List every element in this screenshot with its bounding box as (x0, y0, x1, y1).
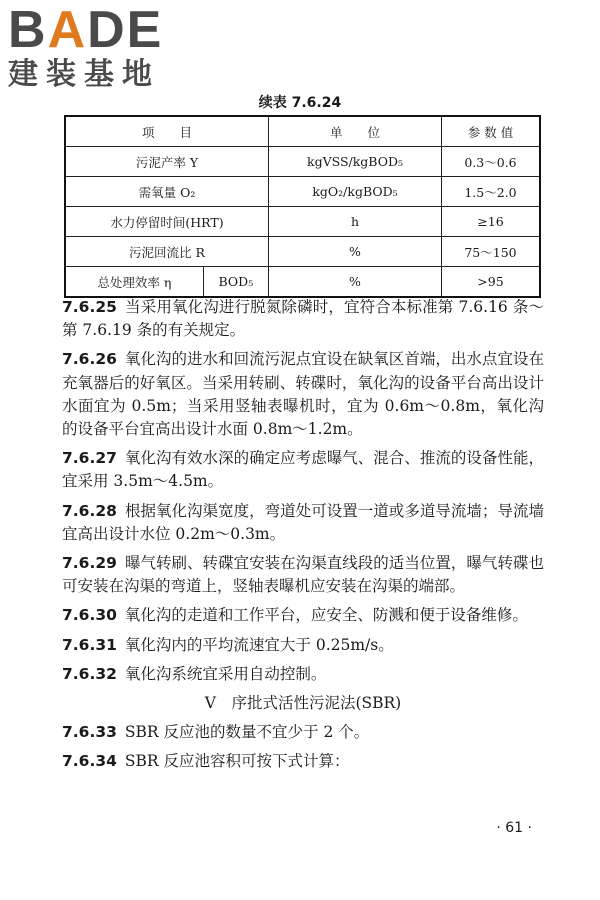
header-item: 项 目 (65, 116, 269, 147)
clause (62, 663, 544, 686)
clause (62, 500, 544, 546)
table-header-row (65, 116, 540, 147)
table-row (65, 147, 540, 177)
clause (62, 296, 544, 342)
clause (62, 750, 544, 773)
clause-text: 氧化沟的走道和工作平台，应安全、防溅和便于设备维修。 (124, 606, 528, 625)
logo-letters-de: DE (87, 1, 164, 59)
cell-value: ≥16 (442, 207, 541, 237)
clause (62, 604, 544, 627)
logo-subtitle: 建装基地 (8, 57, 160, 92)
cell-subitem: BOD₅ (203, 267, 268, 298)
header-value: 参 数 值 (442, 116, 541, 147)
brand-logo (8, 1, 164, 92)
logo-wordmark (8, 1, 164, 59)
table-title: 续表 7.6.24 (258, 95, 342, 111)
cell-value: 1.5～2.0 (442, 177, 541, 207)
clause-number: 7.6.32 (62, 664, 117, 683)
cell-value: 0.3～0.6 (442, 147, 541, 177)
clause-number: 7.6.34 (62, 752, 117, 771)
table-row (65, 177, 540, 207)
cell-unit: % (269, 267, 442, 298)
clause-text: 曝气转刷、转碟宜安装在沟渠直线段的适当位置，曝气转碟也可安装在沟渠的弯道上，竖轴表曝机应安装在沟渠的端部。 (62, 554, 544, 596)
clause-number: 7.6.26 (62, 350, 117, 369)
cell-item: 污泥回流比 R (65, 237, 269, 267)
cell-item: 水力停留时间(HRT) (65, 207, 269, 237)
clause (62, 447, 544, 493)
cell-value: 75～150 (442, 237, 541, 267)
clause-number: 7.6.31 (62, 635, 117, 654)
clause (62, 348, 544, 441)
logo-letter-b: B (8, 1, 48, 59)
clause-text: 氧化沟内的平均流速宜大于 0.25m/s。 (124, 635, 394, 654)
table-row (65, 207, 540, 237)
clause-list (62, 296, 544, 780)
clause-number: 7.6.28 (62, 501, 117, 520)
table-row (65, 267, 540, 298)
header-unit: 单 位 (269, 116, 442, 147)
clause-number: 7.6.27 (62, 449, 117, 468)
clause-text: SBR 反应池的数量不宜少于 2 个。 (124, 723, 370, 742)
clause (62, 721, 544, 744)
cell-unit: kgO₂/kgBOD₅ (269, 177, 442, 207)
cell-unit: kgVSS/kgBOD₅ (269, 147, 442, 177)
cell-item: 总处理效率 η (65, 267, 203, 298)
clause-text: 根据氧化沟渠宽度，弯道处可设置一道或多道导流墙；导流墙宜高出设计水位 0.2m～0.3m。 (62, 501, 544, 543)
cell-unit: % (269, 237, 442, 267)
clause-text: 氧化沟有效水深的确定应考虑曝气、混合、推流的设备性能，宜采用 3.5m～4.5m。 (62, 449, 544, 491)
clause (62, 634, 544, 657)
clause-number: 7.6.25 (62, 298, 117, 316)
logo-letter-a: A (47, 1, 88, 59)
clause-text: 当采用氧化沟进行脱氮除磷时，宜符合本标准第 7.6.16 条～第 7.6.19 条的有关规定。 (62, 298, 544, 340)
cell-item: 污泥产率 Y (65, 147, 269, 177)
section-heading: Ⅴ 序批式活性污泥法(SBR) (204, 694, 402, 713)
cell-unit: h (269, 207, 442, 237)
clause-number: 7.6.30 (62, 606, 117, 625)
table-row (65, 237, 540, 267)
clause-text: 氧化沟系统宜采用自动控制。 (124, 664, 327, 683)
clause (62, 552, 544, 598)
parameter-table (64, 115, 541, 298)
clause-number: 7.6.29 (62, 554, 117, 573)
page-number: · 61 · (496, 820, 532, 836)
clause-number: 7.6.33 (62, 723, 117, 742)
clause-text: SBR 反应池容积可按下式计算： (124, 752, 350, 771)
clause-text: 氧化沟的进水和回流污泥点宜设在缺氧区首端，出水点宜设在充氧器后的好氧区。当采用转刷、转碟时，氧化沟的设备平台高出设计水面宜为 0.5m；当采用竖轴表曝机时，宜为 0.6m～0.8m，氧化沟的设备平台宜高出设计水面 0.8m～1.2m。 (62, 350, 544, 439)
cell-value: >95 (442, 267, 541, 298)
cell-item: 需氧量 O₂ (65, 177, 269, 207)
